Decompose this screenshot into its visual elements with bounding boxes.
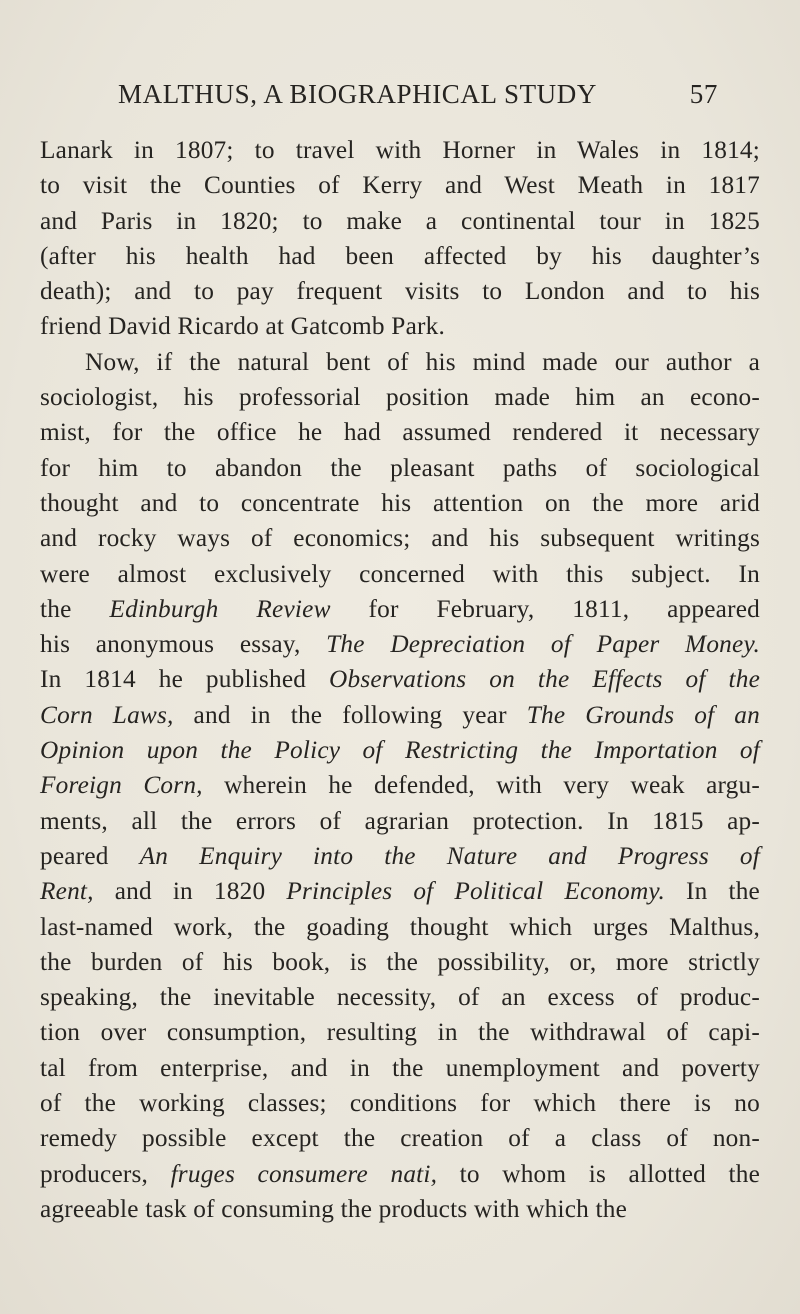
italic-title-text: Opinion upon the Policy of Restricting the Importation of <box>40 736 760 765</box>
text-line <box>40 204 760 239</box>
text-segment: his anonymous essay, <box>40 630 327 659</box>
text-line <box>40 274 760 309</box>
text-segment: Lanark in 1807; to travel with Horner in Wales in 1814; <box>40 136 760 164</box>
text-segment: agreeable task of consuming the products with which the <box>40 1194 628 1223</box>
text-segment: to visit the Counties of Kerry and West Meath in 1817 <box>40 171 760 200</box>
text-segment: sociologist, his professorial position made him an econo- <box>40 383 760 412</box>
text-segment: of the working classes; conditions for which there is no <box>40 1089 760 1118</box>
text-line <box>40 380 760 415</box>
text-line <box>40 133 760 168</box>
text-line <box>40 486 760 521</box>
running-title: MALTHUS, A BIOGRAPHICAL STUDY <box>118 79 597 109</box>
text-line <box>40 839 760 874</box>
text-line <box>40 415 760 450</box>
text-segment: (after his health had been affected by his daughter’s <box>40 241 760 270</box>
text-line <box>40 1086 760 1121</box>
text-line <box>40 557 760 592</box>
italic-title-text: Principles of Political Economy. <box>286 877 665 906</box>
text-segment: In 1814 he published <box>40 665 330 694</box>
page-number: 57 <box>689 79 718 109</box>
text-segment: for February, 1811, appeared <box>330 594 761 623</box>
text-line <box>40 309 760 344</box>
text-line <box>40 1051 760 1086</box>
text-line <box>40 698 760 733</box>
text-line <box>40 910 760 945</box>
text-segment: thought and to concentrate his attention on the more arid <box>40 488 760 517</box>
text-segment: In the <box>664 877 760 906</box>
text-segment: the burden of his book, is the possibility, or, more strictly <box>40 947 760 976</box>
italic-title-text: Corn Laws, <box>40 700 174 729</box>
running-head <box>118 74 718 114</box>
text-line <box>40 168 760 203</box>
text-line <box>40 1192 760 1227</box>
italic-title-text: Edinburgh Review <box>109 594 331 623</box>
italic-title-text: Observations on the Effects of the <box>329 665 760 694</box>
text-segment: and in 1820 <box>93 877 287 906</box>
italic-title-text: Rent, <box>40 877 94 906</box>
text-segment: speaking, the inevitable necessity, of an excess of produc- <box>40 983 760 1012</box>
text-segment: and Paris in 1820; to make a continental tour in 1825 <box>40 206 760 235</box>
text-segment: wherein he defended, with very weak argu- <box>202 771 760 800</box>
text-segment: mist, for the office he had assumed rendered it necessary <box>40 418 760 447</box>
text-line <box>40 874 760 909</box>
text-segment: tal from enterprise, and in the unemployment and poverty <box>40 1053 760 1082</box>
text-segment: tion over consumption, resulting in the withdrawal of capi- <box>40 1018 760 1047</box>
text-line <box>40 521 760 556</box>
text-line <box>40 662 760 697</box>
text-segment: and rocky ways of economics; and his subsequent writings <box>40 524 760 553</box>
italic-title-text: The Depreciation of Paper Money. <box>326 630 761 659</box>
text-line <box>40 239 760 274</box>
text-line <box>40 804 760 839</box>
text-segment: last-named work, the goading thought which urges Malthus, <box>40 912 760 941</box>
text-line <box>40 627 760 662</box>
italic-title-text: An Enquiry into the Nature and Progress of <box>139 841 760 870</box>
text-segment: death); and to pay frequent visits to London and to his <box>40 277 760 306</box>
text-segment: were almost exclusively concerned with this subject. In <box>40 559 760 588</box>
text-line <box>40 945 760 980</box>
text-segment: for him to abandon the pleasant paths of sociological <box>40 453 760 482</box>
text-line <box>40 592 760 627</box>
text-segment: the <box>40 594 110 623</box>
text-segment: friend David Ricardo at Gatcomb Park. <box>40 312 445 341</box>
text-segment: peared <box>40 841 140 870</box>
text-segment: ments, all the errors of agrarian protection. In 1815 ap- <box>40 806 760 835</box>
italic-title-text: fruges consumere nati, <box>170 1159 438 1188</box>
text-line <box>40 1015 760 1050</box>
text-line <box>40 980 760 1015</box>
text-line <box>40 733 760 768</box>
text-segment: remedy possible except the creation of a class of non- <box>40 1124 760 1153</box>
text-line <box>40 451 760 486</box>
text-line <box>40 1121 760 1156</box>
text-segment: to whom is allotted the <box>437 1159 761 1188</box>
text-line <box>40 768 760 803</box>
text-line <box>40 1157 760 1192</box>
body-text <box>40 133 760 1227</box>
text-segment: Now, if the natural bent of his mind made our author a <box>85 347 760 376</box>
italic-title-text: The Grounds of an <box>526 700 760 729</box>
italic-title-text: Foreign Corn, <box>40 771 203 800</box>
text-segment: and in the following year <box>173 700 527 729</box>
text-line <box>40 345 760 380</box>
text-segment: producers, <box>40 1159 171 1188</box>
